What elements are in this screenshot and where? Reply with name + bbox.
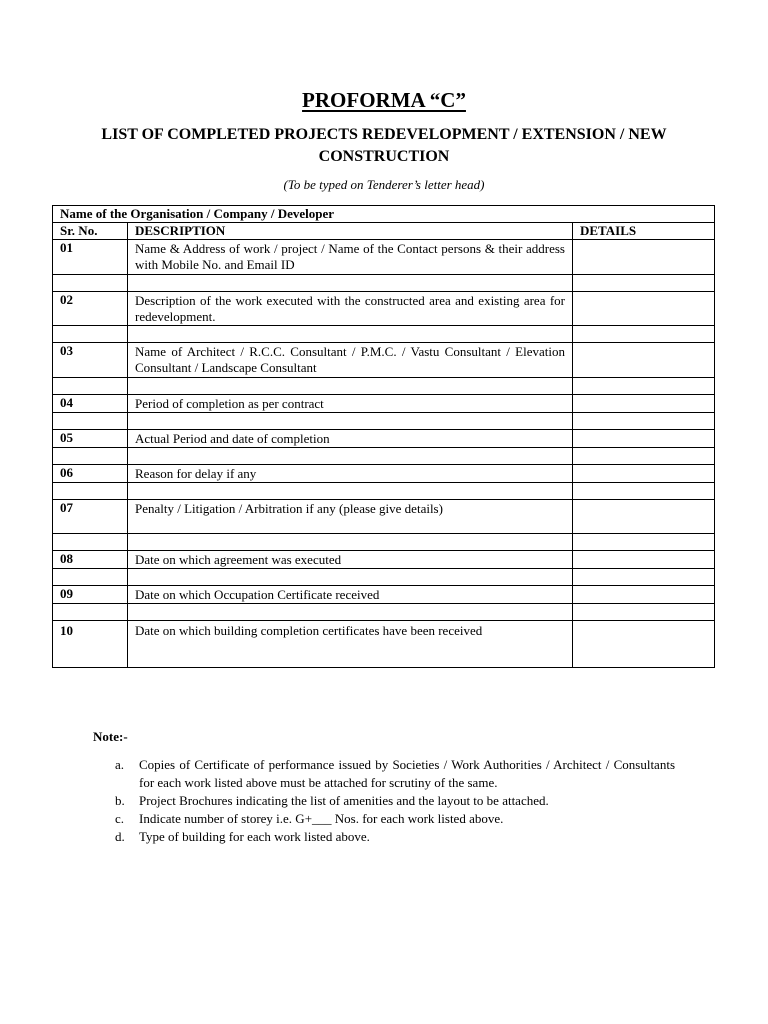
row-sr-no: 02: [53, 292, 128, 326]
row-details-cell[interactable]: [573, 343, 715, 378]
note-text: Project Brochures indicating the list of amenities and the layout to be attached.: [139, 793, 549, 808]
table-row: [53, 343, 715, 378]
row-description: Date on which agreement was executed: [128, 551, 573, 569]
spacer-row: [53, 534, 715, 551]
spacer-row: [53, 326, 715, 343]
row-details-cell[interactable]: [573, 395, 715, 413]
note-marker: c.: [115, 811, 125, 826]
spacer-row: [53, 604, 715, 621]
note-text: Type of building for each work listed above.: [139, 829, 370, 844]
row-sr-no: 05: [53, 430, 128, 448]
table-row: [53, 292, 715, 326]
row-description: Name of Architect / R.C.C. Consultant / P.M.C. / Vastu Consultant / Elevation Consultant / Landscape Consultant: [128, 343, 573, 378]
row-description: Reason for delay if any: [128, 465, 573, 483]
note-item: [115, 828, 675, 846]
note-item: [115, 810, 675, 828]
spacer-row: [53, 448, 715, 465]
note-marker: d.: [115, 829, 125, 844]
organisation-label: Name of the Organisation / Company / Developer: [53, 206, 715, 223]
note-item: [115, 792, 675, 810]
table-row: [53, 500, 715, 534]
note-list: [115, 756, 675, 846]
page-title: PROFORMA “C”: [302, 88, 466, 112]
header-description: DESCRIPTION: [128, 223, 573, 240]
row-sr-no: 04: [53, 395, 128, 413]
table-row: [53, 240, 715, 275]
table-row: [53, 551, 715, 569]
row-sr-no: 07: [53, 500, 128, 534]
table-row: [53, 430, 715, 448]
row-details-cell[interactable]: [573, 621, 715, 668]
page-subtitle: LIST OF COMPLETED PROJECTS REDEVELOPMENT / EXTENSION / NEW CONSTRUCTION: [101, 126, 667, 165]
table-row: [53, 586, 715, 604]
page-instruction: (To be typed on Tenderer’s letter head): [283, 177, 485, 192]
note-heading: Note:-: [93, 729, 128, 744]
row-sr-no: 03: [53, 343, 128, 378]
projects-table: [52, 205, 715, 668]
header-details: DETAILS: [573, 223, 715, 240]
spacer-row: [53, 569, 715, 586]
row-details-cell[interactable]: [573, 240, 715, 275]
row-details-cell[interactable]: [573, 430, 715, 448]
note-text: Copies of Certificate of performance issued by Societies / Work Authorities / Architect / Consultants for each work listed above must be attached for scrutiny of the same.: [139, 757, 675, 790]
note-item: [115, 756, 675, 792]
organisation-row: [53, 206, 715, 223]
row-description: Name & Address of work / project / Name of the Contact persons & their address with Mobile No. and Email ID: [128, 240, 573, 275]
row-details-cell[interactable]: [573, 500, 715, 534]
row-description: Date on which Occupation Certificate received: [128, 586, 573, 604]
table-row: [53, 465, 715, 483]
row-description: Penalty / Litigation / Arbitration if any (please give details): [128, 500, 573, 534]
row-details-cell[interactable]: [573, 465, 715, 483]
row-sr-no: 08: [53, 551, 128, 569]
row-description: Period of completion as per contract: [128, 395, 573, 413]
row-sr-no: 06: [53, 465, 128, 483]
row-details-cell[interactable]: [573, 292, 715, 326]
note-marker: a.: [115, 757, 125, 772]
table-row: [53, 621, 715, 668]
table-header-row: [53, 223, 715, 240]
row-sr-no: 09: [53, 586, 128, 604]
row-description: Description of the work executed with the constructed area and existing area for redevelopment.: [128, 292, 573, 326]
spacer-row: [53, 275, 715, 292]
header-sr-no: Sr. No.: [53, 223, 128, 240]
row-details-cell[interactable]: [573, 586, 715, 604]
row-sr-no: 01: [53, 240, 128, 275]
row-details-cell[interactable]: [573, 551, 715, 569]
note-marker: b.: [115, 793, 125, 808]
table-row: [53, 395, 715, 413]
row-description: Actual Period and date of completion: [128, 430, 573, 448]
spacer-row: [53, 483, 715, 500]
row-description: Date on which building completion certificates have been received: [128, 621, 573, 668]
spacer-row: [53, 413, 715, 430]
note-text: Indicate number of storey i.e. G+___ Nos. for each work listed above.: [139, 811, 504, 826]
row-sr-no: 10: [53, 621, 128, 668]
spacer-row: [53, 378, 715, 395]
